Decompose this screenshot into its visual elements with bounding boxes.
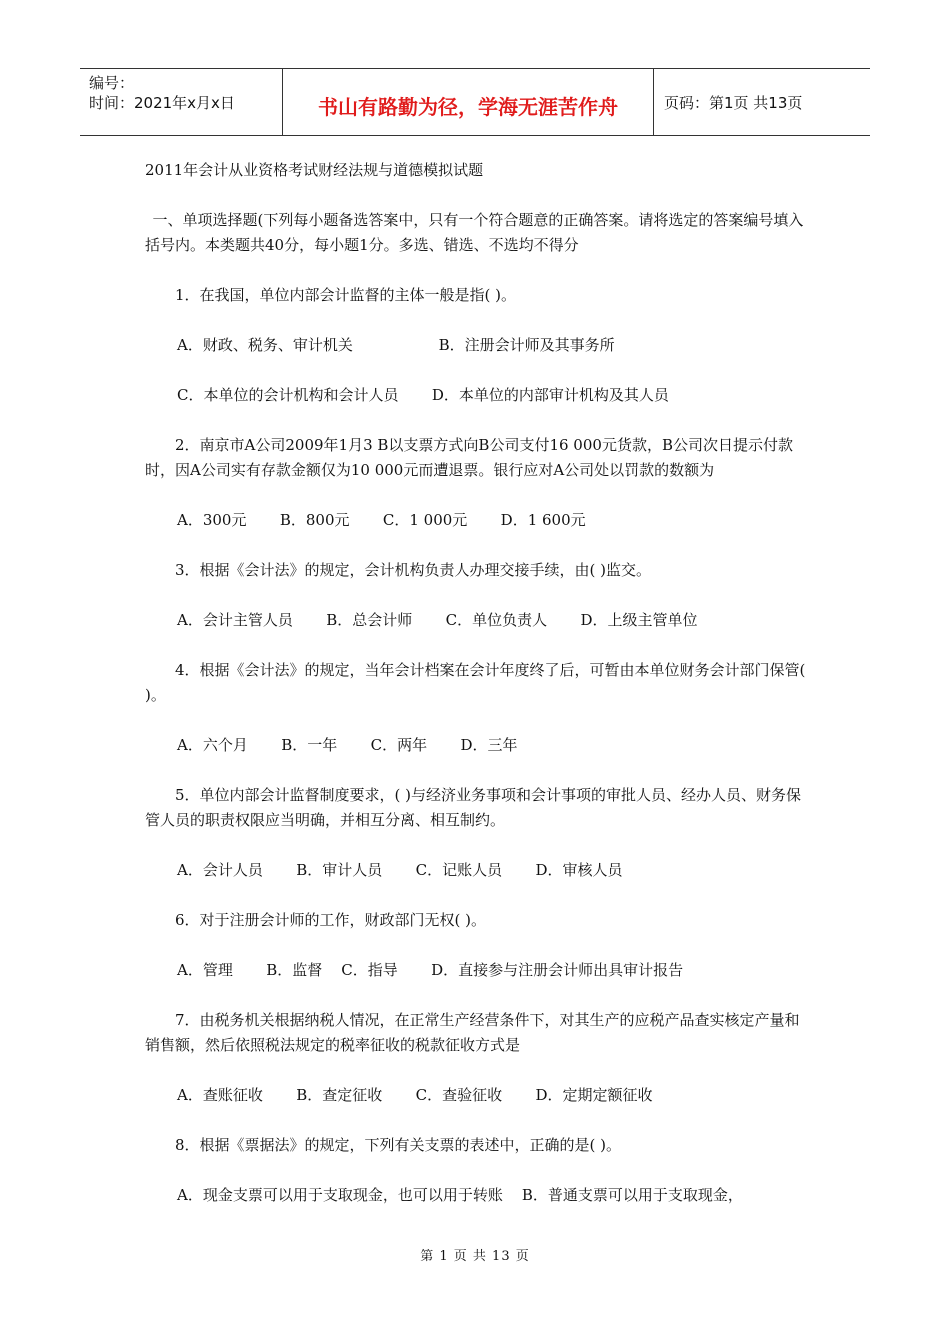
question-4: 4．根据《会计法》的规定，当年会计档案在会计年度终了后，可暂由本单位财务会计部门保管( )。 <box>145 661 806 704</box>
question-8-options: A．现金支票可以用于支取现金，也可以用于转账 B．普通支票可以用于支取现金， <box>177 1186 743 1204</box>
document-body <box>145 158 807 1233</box>
section-heading: 一、单项选择题(下列每小题备选答案中，只有一个符合题意的正确答案。请将选定的答案编号填入括号内。本类题共40分，每小题1分。多选、错选、不选均不得分 <box>145 211 804 254</box>
question-6-options: A．管理 B．监督 C．指导 D．直接参与注册会计师出具审计报告 <box>177 961 684 979</box>
question-3-options: A．会计主管人员 B．总会计师 C．单位负责人 D．上级主管单位 <box>177 611 698 629</box>
document-title: 2011年会计从业资格考试财经法规与道德模拟试题 <box>145 161 484 179</box>
question-5-options: A．会计人员 B．审计人员 C．记账人员 D．审核人员 <box>177 861 623 879</box>
question-3: 3．根据《会计法》的规定，会计机构负责人办理交接手续，由( )监交。 <box>175 561 652 579</box>
question-4-options: A．六个月 B．一年 C．两年 D．三年 <box>177 736 518 754</box>
question-1-options-row-2: C．本单位的会计机构和会计人员 D．本单位的内部审计机构及其人员 <box>177 386 669 404</box>
question-7-options: A．查账征收 B．查定征收 C．查验征收 D．定期定额征收 <box>177 1086 653 1104</box>
question-8: 8．根据《票据法》的规定，下列有关支票的表述中，正确的是( )。 <box>175 1136 622 1154</box>
header-meta-cell <box>80 69 283 135</box>
header-motto: 书山有路勤为径，学海无涯苦作舟 <box>283 69 654 135</box>
question-2: 2．南京市A公司2009年1月3 B以支票方式向B公司支付16 000元货款，B公司次日提示付款时，因A公司实有存款金额仅为10 000元而遭退票。银行应对A公司处以罚款的数额为 <box>145 436 793 479</box>
page-footer: 第 1 页 共 13 页 <box>420 1249 530 1264</box>
question-5: 5．单位内部会计监督制度要求，( )与经济业务事项和会计事项的审批人员、经办人员、财务保管人员的职责权限应当明确，并相互分离、相互制约。 <box>145 786 802 829</box>
question-6: 6．对于注册会计师的工作，财政部门无权( )。 <box>175 911 487 929</box>
question-2-options: A．300元 B．800元 C．1 000元 D．1 600元 <box>177 511 586 529</box>
header-page-info: 页码：第1页 共13页 <box>664 93 803 112</box>
page-header <box>80 68 870 136</box>
document-date: 时间：2021年x月x日 <box>89 94 235 112</box>
document-number-label: 编号： <box>89 74 135 92</box>
question-7: 7．由税务机关根据纳税人情况，在正常生产经营条件下，对其生产的应税产品查实核定产量和销售额，然后依照税法规定的税率征收的税款征收方式是 <box>145 1011 800 1054</box>
question-1-options-row-1: A．财政、税务、审计机关 B．注册会计师及其事务所 <box>177 336 615 354</box>
question-1: 1．在我国，单位内部会计监督的主体一般是指( )。 <box>175 286 517 304</box>
